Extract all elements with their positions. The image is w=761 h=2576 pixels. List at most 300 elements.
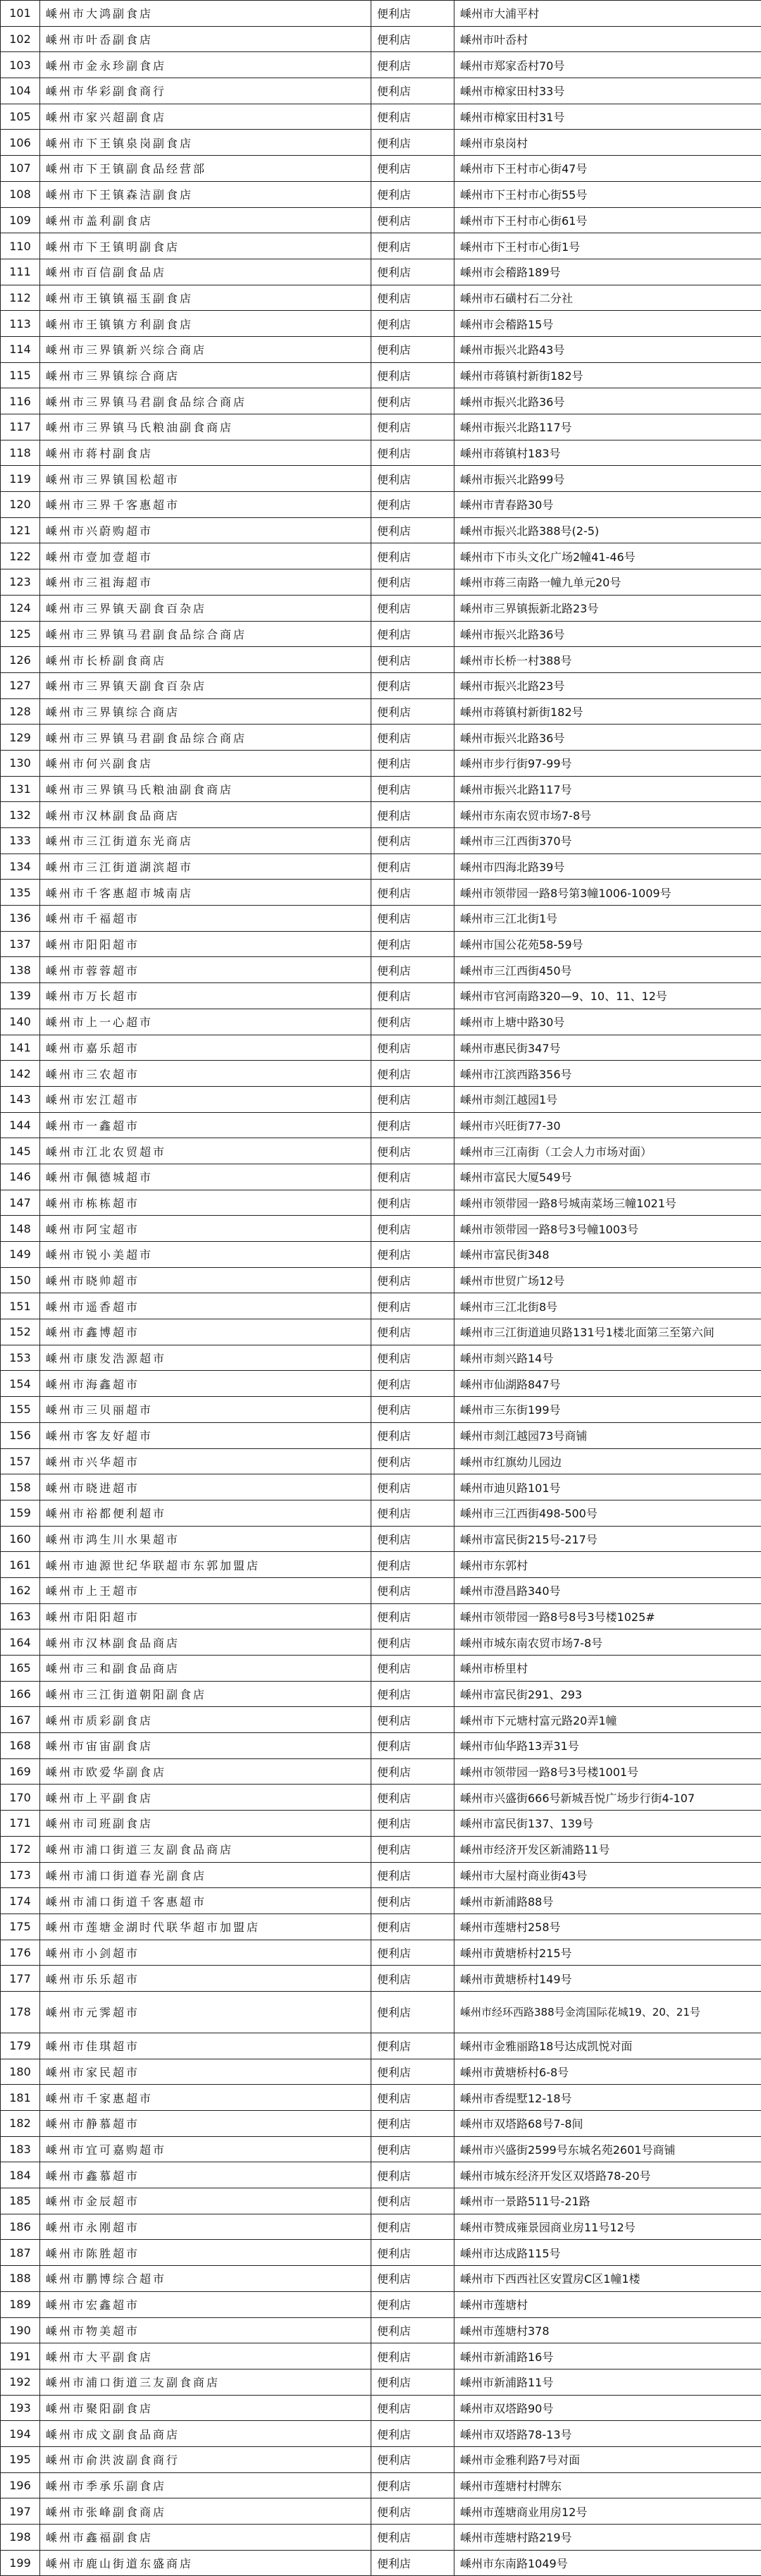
row-number: 151	[1, 1293, 40, 1319]
table-row	[1, 1913, 761, 1940]
store-address: 嵊州市莲塘村378	[454, 2317, 761, 2343]
store-address: 嵊州市桥里村	[454, 1656, 761, 1682]
row-number: 162	[1, 1577, 40, 1603]
table-row	[1, 931, 761, 957]
store-type: 便利店	[371, 466, 454, 492]
table-row	[1, 2162, 761, 2188]
store-name: 嵊州市壹加壹超市	[40, 543, 371, 569]
row-number: 184	[1, 2162, 40, 2188]
row-number: 180	[1, 2059, 40, 2085]
table-row	[1, 647, 761, 673]
store-address: 嵊州市蒋三南路一幢九单元20号	[454, 569, 761, 596]
store-address: 嵊州市三界镇振新北路23号	[454, 595, 761, 621]
store-name: 嵊州市三界镇国松超市	[40, 466, 371, 492]
store-name: 嵊州市蒋村副食店	[40, 440, 371, 466]
table-row	[1, 1681, 761, 1707]
table-row	[1, 983, 761, 1009]
store-name: 嵊州市三祖海超市	[40, 569, 371, 596]
store-name: 嵊州市三贝丽超市	[40, 1397, 371, 1423]
store-type: 便利店	[371, 1758, 454, 1785]
store-address: 嵊州市城东经济开发区双塔路78-20号	[454, 2162, 761, 2188]
store-name: 嵊州市欧爱华副食店	[40, 1758, 371, 1785]
store-type: 便利店	[371, 2525, 454, 2551]
store-address: 嵊州市黄塘桥村6-8号	[454, 2059, 761, 2085]
store-type: 便利店	[371, 2162, 454, 2188]
row-number: 124	[1, 595, 40, 621]
table-row	[1, 207, 761, 233]
table-row	[1, 2525, 761, 2551]
table-row	[1, 2498, 761, 2525]
row-number: 194	[1, 2421, 40, 2447]
store-address: 嵊州市振兴北路36号	[454, 388, 761, 414]
store-type: 便利店	[371, 1216, 454, 1242]
store-type: 便利店	[371, 2446, 454, 2472]
store-type: 便利店	[371, 828, 454, 854]
store-name: 嵊州市鸿生川水果超市	[40, 1526, 371, 1552]
store-name: 嵊州市家民超市	[40, 2059, 371, 2085]
table-row	[1, 1707, 761, 1733]
store-name: 嵊州市三界镇天副食百杂店	[40, 672, 371, 698]
store-name: 嵊州市晓进超市	[40, 1474, 371, 1500]
store-name: 嵊州市季承乐副食店	[40, 2472, 371, 2498]
table-row	[1, 259, 761, 285]
table-row	[1, 388, 761, 414]
row-number: 111	[1, 259, 40, 285]
store-address: 嵊州市香缇墅12-18号	[454, 2085, 761, 2111]
table-row	[1, 1785, 761, 1811]
table-row	[1, 828, 761, 854]
row-number: 150	[1, 1267, 40, 1293]
store-name: 嵊州市静慕超市	[40, 2111, 371, 2137]
store-name: 嵊州市上一心超市	[40, 1009, 371, 1035]
row-number: 149	[1, 1242, 40, 1268]
table-row	[1, 1319, 761, 1345]
store-address: 嵊州市郑家岙村70号	[454, 52, 761, 78]
store-type: 便利店	[371, 2085, 454, 2111]
store-type: 便利店	[371, 2472, 454, 2498]
table-row	[1, 2136, 761, 2162]
row-number: 121	[1, 517, 40, 543]
table-row	[1, 2317, 761, 2343]
table-row	[1, 621, 761, 647]
table-row	[1, 1242, 761, 1268]
table-row	[1, 311, 761, 337]
store-address: 嵊州市莲塘村路219号	[454, 2525, 761, 2551]
store-name: 嵊州市三界镇综合商店	[40, 362, 371, 388]
store-name: 嵊州市长桥副食商店	[40, 647, 371, 673]
store-address: 嵊州市三江街道迪贝路131号1楼北面第三至第六间	[454, 1319, 761, 1345]
table-row	[1, 1216, 761, 1242]
store-type: 便利店	[371, 2550, 454, 2576]
row-number: 116	[1, 388, 40, 414]
store-type: 便利店	[371, 1707, 454, 1733]
row-number: 198	[1, 2525, 40, 2551]
store-address: 嵊州市惠民街347号	[454, 1035, 761, 1061]
store-name: 嵊州市莲塘金湖时代联华超市加盟店	[40, 1913, 371, 1940]
store-type: 便利店	[371, 1940, 454, 1966]
store-type: 便利店	[371, 1242, 454, 1268]
store-address: 嵊州市金雅利路7号对面	[454, 2446, 761, 2472]
table-row	[1, 1138, 761, 1164]
store-type: 便利店	[371, 388, 454, 414]
store-name: 嵊州市成文副食品商店	[40, 2421, 371, 2447]
store-address: 嵊州市一景路511号-21路	[454, 2188, 761, 2214]
store-address: 嵊州市蒋镇村新街182号	[454, 698, 761, 725]
store-address: 嵊州市黄塘桥村149号	[454, 1966, 761, 1992]
store-address: 嵊州市领带园一路8号3号楼1001号	[454, 1758, 761, 1785]
store-type: 便利店	[371, 1785, 454, 1811]
store-name: 嵊州市遥香超市	[40, 1293, 371, 1319]
store-name: 嵊州市阳阳超市	[40, 931, 371, 957]
store-address: 嵊州市会稽路189号	[454, 259, 761, 285]
store-address: 嵊州市莲塘村村牌东	[454, 2472, 761, 2498]
table-row	[1, 2395, 761, 2421]
store-type: 便利店	[371, 1991, 454, 2033]
row-number: 117	[1, 414, 40, 440]
store-address: 嵊州市下市头文化广场2幢41-46号	[454, 543, 761, 569]
table-row	[1, 1164, 761, 1190]
store-name: 嵊州市永刚超市	[40, 2214, 371, 2240]
store-address: 嵊州市蒋镇村新街182号	[454, 362, 761, 388]
store-name: 嵊州市三界镇马氏粮油副食商店	[40, 414, 371, 440]
table-row	[1, 2369, 761, 2395]
store-type: 便利店	[371, 957, 454, 983]
store-type: 便利店	[371, 750, 454, 776]
store-type: 便利店	[371, 311, 454, 337]
store-name: 嵊州市万长超市	[40, 983, 371, 1009]
row-number: 123	[1, 569, 40, 596]
store-type: 便利店	[371, 906, 454, 932]
store-address: 嵊州市仙湖路847号	[454, 1371, 761, 1397]
store-name: 嵊州市海鑫超市	[40, 1371, 371, 1397]
store-type: 便利店	[371, 880, 454, 906]
store-type: 便利店	[371, 26, 454, 52]
table-row	[1, 880, 761, 906]
store-address: 嵊州市富民街348	[454, 1242, 761, 1268]
table-row	[1, 2240, 761, 2266]
store-type: 便利店	[371, 2111, 454, 2137]
store-address: 嵊州市赞成雍景园商业房11号12号	[454, 2214, 761, 2240]
store-name: 嵊州市盖利副食店	[40, 207, 371, 233]
store-type: 便利店	[371, 414, 454, 440]
store-type: 便利店	[371, 1422, 454, 1448]
table-row	[1, 1190, 761, 1216]
store-address: 嵊州市双塔路68号7-8间	[454, 2111, 761, 2137]
store-name: 嵊州市裕都便利超市	[40, 1500, 371, 1526]
row-number: 109	[1, 207, 40, 233]
store-address: 嵊州市青春路30号	[454, 492, 761, 518]
store-type: 便利店	[371, 1, 454, 27]
store-name: 嵊州市金永珍副食店	[40, 52, 371, 78]
table-row	[1, 492, 761, 518]
row-number: 114	[1, 336, 40, 362]
table-row	[1, 569, 761, 596]
store-name: 嵊州市客友好超市	[40, 1422, 371, 1448]
store-address: 嵊州市兴盛街2599号东城名苑2601号商铺	[454, 2136, 761, 2162]
row-number: 172	[1, 1836, 40, 1862]
store-name: 嵊州市浦口街道三友副食品商店	[40, 1836, 371, 1862]
table-row	[1, 1603, 761, 1629]
store-address: 嵊州市剡江越园73号商铺	[454, 1422, 761, 1448]
table-row	[1, 1086, 761, 1112]
store-type: 便利店	[371, 156, 454, 182]
store-type: 便利店	[371, 595, 454, 621]
store-name: 嵊州市宙宙副食店	[40, 1733, 371, 1759]
row-number: 173	[1, 1862, 40, 1888]
row-number: 143	[1, 1086, 40, 1112]
store-address: 嵊州市石磺村石二分社	[454, 285, 761, 311]
store-type: 便利店	[371, 1629, 454, 1656]
table-row	[1, 1966, 761, 1992]
table-row	[1, 1474, 761, 1500]
store-type: 便利店	[371, 362, 454, 388]
table-row	[1, 1991, 761, 2033]
store-name: 嵊州市三农超市	[40, 1061, 371, 1087]
store-type: 便利店	[371, 698, 454, 725]
store-address: 嵊州市东南农贸市场7-8号	[454, 802, 761, 828]
store-address: 嵊州市三江北街8号	[454, 1293, 761, 1319]
row-number: 122	[1, 543, 40, 569]
store-name: 嵊州市物美超市	[40, 2317, 371, 2343]
store-name: 嵊州市下王镇明副食店	[40, 233, 371, 259]
table-row	[1, 750, 761, 776]
table-row	[1, 2085, 761, 2111]
row-number: 167	[1, 1707, 40, 1733]
store-name: 嵊州市兴华超市	[40, 1448, 371, 1474]
store-address: 嵊州市新浦路16号	[454, 2343, 761, 2369]
row-number: 192	[1, 2369, 40, 2395]
store-address: 嵊州市莲塘村258号	[454, 1913, 761, 1940]
store-type: 便利店	[371, 802, 454, 828]
row-number: 101	[1, 1, 40, 27]
store-type: 便利店	[371, 2369, 454, 2395]
store-name: 嵊州市叶岙副食店	[40, 26, 371, 52]
row-number: 129	[1, 725, 40, 751]
store-address: 嵊州市三江西街450号	[454, 957, 761, 983]
store-name: 嵊州市千客惠超市城南店	[40, 880, 371, 906]
store-address: 嵊州市莲塘商业用房12号	[454, 2498, 761, 2525]
store-type: 便利店	[371, 104, 454, 130]
row-number: 134	[1, 853, 40, 880]
row-number: 102	[1, 26, 40, 52]
store-type: 便利店	[371, 1526, 454, 1552]
row-number: 161	[1, 1552, 40, 1578]
store-type: 便利店	[371, 569, 454, 596]
table-row	[1, 1656, 761, 1682]
store-address: 嵊州市剡江越园1号	[454, 1086, 761, 1112]
store-type: 便利店	[371, 1397, 454, 1423]
store-address: 嵊州市领带园一路8号3号幢1003号	[454, 1216, 761, 1242]
store-address: 嵊州市叶岙村	[454, 26, 761, 52]
store-type: 便利店	[371, 2291, 454, 2317]
table-row	[1, 78, 761, 104]
row-number: 182	[1, 2111, 40, 2137]
table-row	[1, 1629, 761, 1656]
store-address: 嵊州市振兴北路23号	[454, 672, 761, 698]
store-address: 嵊州市樟家田村31号	[454, 104, 761, 130]
row-number: 145	[1, 1138, 40, 1164]
table-row	[1, 698, 761, 725]
store-type: 便利店	[371, 2033, 454, 2059]
row-number: 169	[1, 1758, 40, 1785]
row-number: 133	[1, 828, 40, 854]
table-row	[1, 414, 761, 440]
row-number: 155	[1, 1397, 40, 1423]
row-number: 168	[1, 1733, 40, 1759]
store-type: 便利店	[371, 1603, 454, 1629]
store-name: 嵊州市张峰副食商店	[40, 2498, 371, 2525]
store-address: 嵊州市富民大厦549号	[454, 1164, 761, 1190]
store-type: 便利店	[371, 1190, 454, 1216]
store-name: 嵊州市何兴副食店	[40, 750, 371, 776]
row-number: 140	[1, 1009, 40, 1035]
row-number: 115	[1, 362, 40, 388]
row-number: 159	[1, 1500, 40, 1526]
row-number: 147	[1, 1190, 40, 1216]
table-row	[1, 2421, 761, 2447]
store-name: 嵊州市王镇镇福玉副食店	[40, 285, 371, 311]
store-address: 嵊州市官河南路320—9、10、11、12号	[454, 983, 761, 1009]
table-row	[1, 156, 761, 182]
store-table-body	[1, 1, 761, 2576]
store-name: 嵊州市汉林副食品商店	[40, 802, 371, 828]
store-address: 嵊州市下王村市心街55号	[454, 181, 761, 207]
store-type: 便利店	[371, 440, 454, 466]
store-address: 嵊州市领带园一路8号8号3号楼1025#	[454, 1603, 761, 1629]
table-row	[1, 853, 761, 880]
store-name: 嵊州市华彩副食商行	[40, 78, 371, 104]
row-number: 120	[1, 492, 40, 518]
store-name: 嵊州市大鸿副食店	[40, 1, 371, 27]
table-row	[1, 2214, 761, 2240]
store-name: 嵊州市鹿山街道东盛商店	[40, 2550, 371, 2576]
store-type: 便利店	[371, 2214, 454, 2240]
row-number: 136	[1, 906, 40, 932]
store-name: 嵊州市陈胜超市	[40, 2240, 371, 2266]
store-type: 便利店	[371, 1035, 454, 1061]
store-type: 便利店	[371, 1319, 454, 1345]
store-type: 便利店	[371, 1811, 454, 1837]
store-address: 嵊州市双塔路78-13号	[454, 2421, 761, 2447]
row-number: 183	[1, 2136, 40, 2162]
row-number: 164	[1, 1629, 40, 1656]
store-type: 便利店	[371, 1448, 454, 1474]
table-row	[1, 440, 761, 466]
row-number: 125	[1, 621, 40, 647]
table-row	[1, 285, 761, 311]
table-row	[1, 2446, 761, 2472]
row-number: 146	[1, 1164, 40, 1190]
row-number: 171	[1, 1811, 40, 1837]
table-row	[1, 1293, 761, 1319]
store-address: 嵊州市经环西路388号金湾国际花城19、20、21号	[454, 1991, 761, 2033]
store-type: 便利店	[371, 2343, 454, 2369]
store-name: 嵊州市千福超市	[40, 906, 371, 932]
store-address: 嵊州市新浦路88号	[454, 1888, 761, 1914]
store-type: 便利店	[371, 2395, 454, 2421]
store-name: 嵊州市百信副食品店	[40, 259, 371, 285]
table-row	[1, 233, 761, 259]
table-row	[1, 1448, 761, 1474]
store-name: 嵊州市下王镇森洁副食店	[40, 181, 371, 207]
store-type: 便利店	[371, 1552, 454, 1578]
store-name: 嵊州市鹏博综合超市	[40, 2266, 371, 2292]
row-number: 126	[1, 647, 40, 673]
table-row	[1, 1577, 761, 1603]
row-number: 135	[1, 880, 40, 906]
store-type: 便利店	[371, 492, 454, 518]
table-row	[1, 1112, 761, 1138]
table-row	[1, 1345, 761, 1371]
table-row	[1, 543, 761, 569]
store-type: 便利店	[371, 1656, 454, 1682]
store-type: 便利店	[371, 336, 454, 362]
store-address: 嵊州市振兴北路388号(2-5)	[454, 517, 761, 543]
table-row	[1, 1862, 761, 1888]
store-name: 嵊州市浦口街道千客惠超市	[40, 1888, 371, 1914]
store-type: 便利店	[371, 1862, 454, 1888]
store-address: 嵊州市振兴北路117号	[454, 414, 761, 440]
table-row	[1, 466, 761, 492]
store-type: 便利店	[371, 207, 454, 233]
store-type: 便利店	[371, 1086, 454, 1112]
row-number: 131	[1, 776, 40, 802]
store-name: 嵊州市鑫博超市	[40, 1319, 371, 1345]
store-address: 嵊州市国公花苑58-59号	[454, 931, 761, 957]
table-row	[1, 725, 761, 751]
store-name: 嵊州市乐乐超市	[40, 1966, 371, 1992]
store-type: 便利店	[371, 517, 454, 543]
store-address: 嵊州市东南路1049号	[454, 2550, 761, 2576]
table-row	[1, 1811, 761, 1837]
store-type: 便利店	[371, 1267, 454, 1293]
store-type: 便利店	[371, 672, 454, 698]
row-number: 199	[1, 2550, 40, 2576]
table-row	[1, 2033, 761, 2059]
table-row	[1, 1552, 761, 1578]
row-number: 193	[1, 2395, 40, 2421]
store-address: 嵊州市三江南街（工会人力市场对面）	[454, 1138, 761, 1164]
table-row	[1, 362, 761, 388]
store-name: 嵊州市晓帅超市	[40, 1267, 371, 1293]
store-type: 便利店	[371, 1913, 454, 1940]
row-number: 110	[1, 233, 40, 259]
store-name: 嵊州市聚阳副食店	[40, 2395, 371, 2421]
table-row	[1, 2111, 761, 2137]
row-number: 186	[1, 2214, 40, 2240]
row-number: 108	[1, 181, 40, 207]
table-row	[1, 672, 761, 698]
store-name: 嵊州市千家惠超市	[40, 2085, 371, 2111]
table-row	[1, 906, 761, 932]
store-address: 嵊州市下王村市心街47号	[454, 156, 761, 182]
row-number: 105	[1, 104, 40, 130]
row-number: 154	[1, 1371, 40, 1397]
store-name: 嵊州市三江街道湖滨超市	[40, 853, 371, 880]
store-address: 嵊州市下元塘村富元路20弄1幢	[454, 1707, 761, 1733]
row-number: 170	[1, 1785, 40, 1811]
store-address: 嵊州市东郭村	[454, 1552, 761, 1578]
table-row	[1, 2550, 761, 2576]
store-name: 嵊州市阳阳超市	[40, 1603, 371, 1629]
table-row	[1, 1940, 761, 1966]
table-row	[1, 2188, 761, 2214]
store-name: 嵊州市质彩副食店	[40, 1707, 371, 1733]
store-address: 嵊州市上塘中路30号	[454, 1009, 761, 1035]
row-number: 130	[1, 750, 40, 776]
store-type: 便利店	[371, 259, 454, 285]
store-name: 嵊州市上王超市	[40, 1577, 371, 1603]
